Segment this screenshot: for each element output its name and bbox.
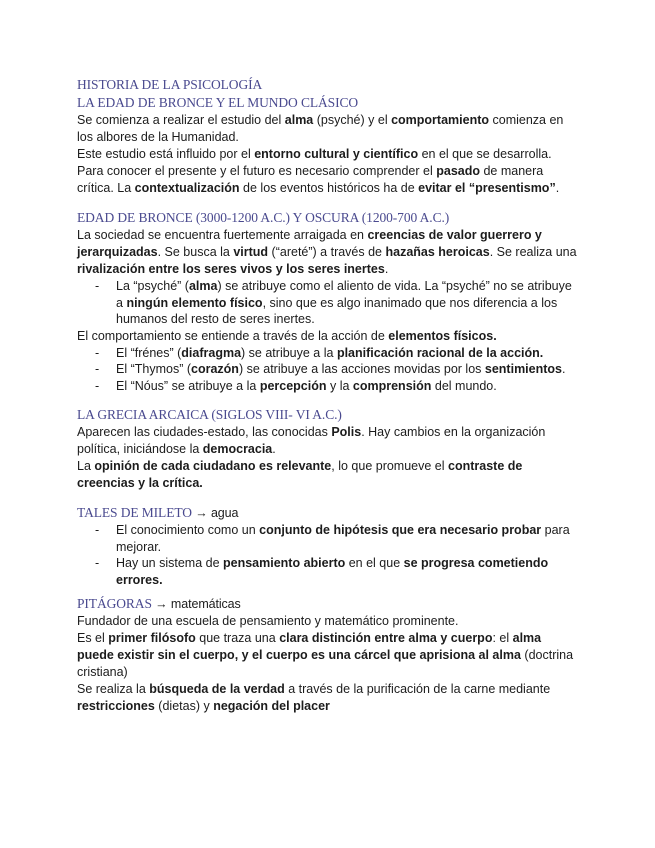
emphasis: ningún elemento físico [126,295,263,310]
emphasis: clara distinción entre alma y cuerpo [279,631,493,645]
heading-tail: → matemáticas [155,597,241,611]
emphasis: planificación racional de la acción. [336,345,544,360]
paragraph: Este estudio está influido por el entorno cultural y científico en el que se desarrolla. [77,147,552,161]
emphasis: entorno cultural y científico [254,147,419,161]
emphasis: sentimientos [484,362,562,376]
section-heading-tales-de-mileto [77,504,577,522]
emphasis: se progresa cometiendo errores. [116,556,549,587]
emphasis: opinión de cada ciudadano es relevante [94,459,332,473]
emphasis: Polis [331,425,362,439]
emphasis: conjunto de hipótesis que era necesario probar [259,523,542,537]
emphasis: diafragma [181,345,242,360]
paragraph: Para conocer el presente y el futuro es necesario comprender el pasado de manera crítica. La contextualización de los eventos históricos ha de evitar el “presentismo”. [77,164,560,195]
paragraph: Aparecen las ciudades-estado, las conocidas Polis. Hay cambios en la organización política, iniciándose la democracia. [77,425,546,456]
emphasis: alma [188,279,218,293]
paragraph: La sociedad se encuentra fuertemente arraigada en creencias de valor guerrero y jerarquizadas. Se busca la virtud (“areté”) a través de hazañas heroicas. Se realiza una rivalización entre los seres vivos y los seres inertes. [77,228,577,276]
emphasis: evitar el “presentismo” [418,181,556,195]
heading-tail: → agua [195,506,239,520]
paragraph: La opinión de cada ciudadano es relevante, lo que promueve el contraste de creencias y la crítica. [77,459,523,490]
emphasis: contextualización [134,181,240,195]
paragraph: Se comienza a realizar el estudio del alma (psyché) y el comportamiento comienza en los albores de la Humanidad. [77,113,564,144]
bullet-list [77,345,577,395]
emphasis: primer filósofo [108,631,196,645]
emphasis: alma [284,113,314,127]
bullet-list [77,278,577,328]
emphasis: contraste de creencias y la crítica. [77,459,523,490]
emphasis: pasado [436,164,480,178]
emphasis: percepción [259,378,327,393]
section-heading-edad-bronce-mundo-clasico: LA EDAD DE BRONCE Y EL MUNDO CLÁSICO [77,95,359,110]
paragraph: El comportamiento se entiende a través de la acción de elementos físicos. [77,328,497,343]
emphasis: creencias de valor guerrero y jerarquizadas [77,228,542,259]
paragraph: Se realiza la búsqueda de la verdad a través de la purificación de la carne mediante restricciones (dietas) y negación del placer [77,682,551,713]
document-page [77,76,577,715]
section-heading-grecia-arcaica: LA GRECIA ARCAICA (SIGLOS VIII- VI A.C.) [77,407,342,422]
emphasis: pensamiento abierto [223,556,346,570]
emphasis: virtud [233,245,269,259]
emphasis: alma puede existir sin el cuerpo, y el cuerpo es una cárcel que aprisiona al alma [77,631,542,662]
emphasis: comprensión [352,378,432,393]
paragraph: Es el primer filósofo que traza una clara distinción entre alma y cuerpo: el alma puede existir sin el cuerpo, y el cuerpo es una cárcel que aprisiona al alma (doctrina cristiana) [77,631,574,679]
paragraph: Fundador de una escuela de pensamiento y matemático prominente. [77,614,459,628]
emphasis: negación del placer [213,699,330,713]
emphasis: corazón [191,362,239,376]
section-heading-edad-bronce-oscura: EDAD DE BRONCE (3000-1200 A.C.) Y OSCURA (1200-700 A.C.) [77,210,450,225]
bullet-list [77,522,577,588]
emphasis: comportamiento [391,113,490,127]
document-title: HISTORIA DE LA PSICOLOGÍA [77,77,263,92]
list-item: - El “frénes” (diafragma) se atribuye a la planificación racional de la acción. [77,345,577,362]
heading-label: TALES DE MILETO [77,505,192,520]
list-item: - El “Nóus” se atribuye a la percepción y la comprensión del mundo. [77,378,577,395]
emphasis: restricciones [77,699,155,713]
emphasis: elementos físicos. [388,328,497,343]
heading-label: PITÁGORAS [77,596,152,611]
list-item: - El conocimiento como un conjunto de hipótesis que era necesario probar para mejorar. [77,522,577,555]
list-item: - El “Thymos” (corazón) se atribuye a las acciones movidas por los sentimientos. [77,361,577,378]
list-item: - La “psyché” (alma) se atribuye como el aliento de vida. La “psyché” no se atribuye a ningún elemento físico, sino que es algo inanimado que nos diferencia a los humanos del resto de seres inertes. [77,278,577,328]
emphasis: rivalización entre los seres vivos y los seres inertes [77,262,385,276]
section-heading-pitagoras [77,595,577,613]
emphasis: hazañas heroicas [385,245,490,259]
emphasis: búsqueda de la verdad [149,682,285,696]
list-item: - Hay un sistema de pensamiento abierto en el que se progresa cometiendo errores. [77,555,577,588]
emphasis: democracia [202,442,273,456]
